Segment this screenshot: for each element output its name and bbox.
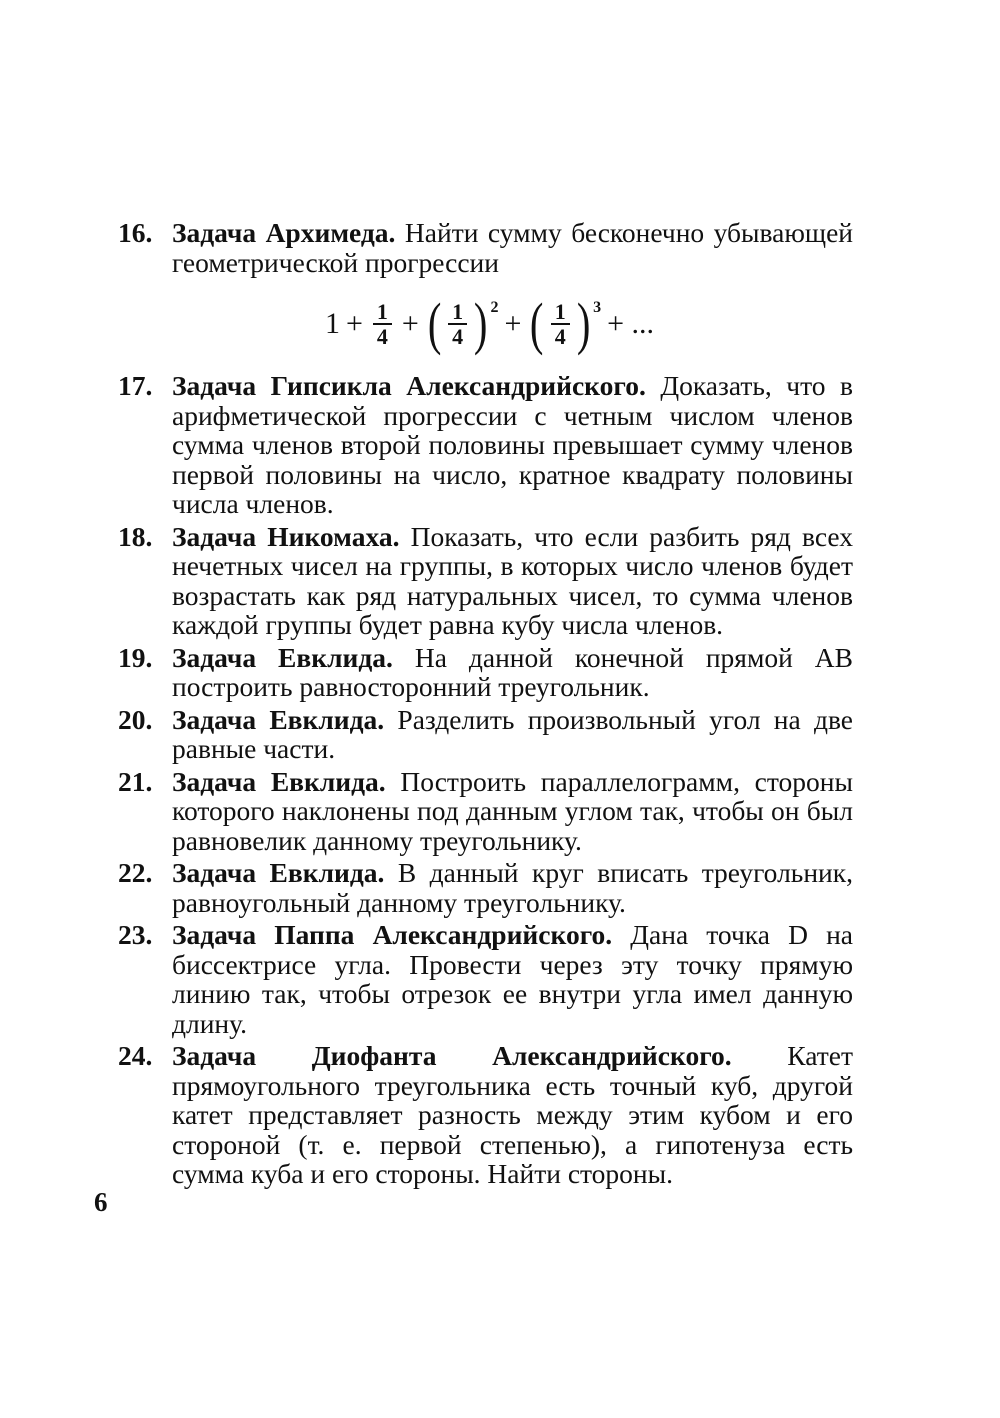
fraction-denominator: 4 — [452, 324, 464, 349]
formula-fraction — [551, 300, 570, 348]
problem-list — [118, 218, 853, 1192]
fraction-numerator: 1 — [551, 300, 570, 325]
problem-21 — [118, 767, 853, 856]
left-paren: ( — [427, 291, 442, 356]
problem-number: 16. — [118, 217, 153, 248]
problem-title: Задача Евклида. — [172, 641, 393, 673]
problem-title: Задача Никомаха. — [172, 520, 400, 552]
problem-title: Задача Евклида. — [172, 765, 386, 797]
formula-term-one: 1 — [325, 307, 340, 341]
problem-title: Задача Паппа Александрийского. — [172, 919, 613, 950]
fraction-denominator: 4 — [376, 324, 388, 349]
formula-plus: + — [401, 307, 419, 341]
formula-plus: + — [346, 307, 363, 341]
problem-number: 20. — [118, 703, 153, 735]
problem-text: Доказать, что в арифметической прогрессии с четным числом членов сумма членов второй половины превышает сумму членов первой половины на число, кратное квадрату половины числа членов. — [172, 370, 853, 519]
geometric-series-formula — [172, 289, 853, 359]
problem-title: Задача Евклида. — [172, 857, 385, 888]
problem-text: Показать, что если разбить ряд всех нечетных чисел на группы, в которых число членов будет возрастать как ряд натуральных чисел, то сумма членов каждой группы будет равна кубу числа членов. — [172, 520, 853, 640]
problem-text: Найти сумму бесконечно убывающей геометрической прогрессии — [172, 217, 853, 278]
problem-number: 22. — [118, 857, 153, 888]
formula-fraction — [448, 300, 467, 348]
problem-title: Задача Архимеда. — [172, 217, 396, 248]
formula-plus: + — [504, 307, 522, 341]
problem-22 — [118, 858, 853, 917]
problem-number: 23. — [118, 919, 153, 950]
problem-16 — [118, 218, 853, 359]
problem-20 — [118, 705, 853, 764]
formula-exponent: 3 — [593, 299, 602, 316]
formula-exponent: 2 — [490, 299, 499, 316]
problem-title: Задача Евклида. — [172, 703, 385, 735]
problem-24 — [118, 1041, 853, 1189]
formula-fraction — [373, 300, 392, 348]
problem-text: Разделить произвольный угол на две равные части. — [172, 703, 853, 764]
problem-17 — [118, 371, 853, 519]
right-paren: ) — [474, 291, 488, 356]
problem-19 — [118, 643, 853, 702]
problem-text: На данной конечной прямой AB построить равносторонний треугольник. — [172, 641, 853, 702]
problem-number: 21. — [118, 765, 153, 797]
fraction-denominator: 4 — [554, 324, 566, 349]
problem-title: Задача Гипсикла Александрийского. — [172, 370, 646, 401]
problem-title: Задача Диофанта Александрийского. — [172, 1040, 732, 1071]
formula-ellipsis: + ... — [607, 307, 654, 341]
problem-23 — [118, 920, 853, 1038]
problem-number: 17. — [118, 370, 153, 401]
problem-number: 24. — [118, 1040, 153, 1071]
fraction-numerator: 1 — [448, 300, 467, 325]
problem-text: Дана точка D на биссектрисе угла. Провести через эту точку прямую линию так, чтобы отрезок ее внутри угла имел данную длину. — [172, 919, 853, 1039]
problem-text: Катет прямоугольного треугольника есть точный куб, другой катет представляет разность между этим кубом и его стороной (т. е. первой степенью), а гипотенуза есть сумма куба и его стороны. Найти стороны. — [172, 1040, 853, 1189]
right-paren: ) — [576, 291, 591, 356]
problem-number: 19. — [118, 641, 153, 673]
problem-text: В данный круг вписать треугольник, равноугольный данному треугольнику. — [172, 857, 853, 918]
page-number: 6 — [94, 1187, 108, 1217]
fraction-numerator: 1 — [373, 300, 392, 325]
problem-text: Построить параллелограмм, стороны которого наклонены под данным углом так, чтобы он был равновелик данному треугольнику. — [172, 765, 853, 856]
problem-number: 18. — [118, 520, 153, 552]
left-paren: ( — [530, 291, 544, 356]
problem-18 — [118, 522, 853, 640]
